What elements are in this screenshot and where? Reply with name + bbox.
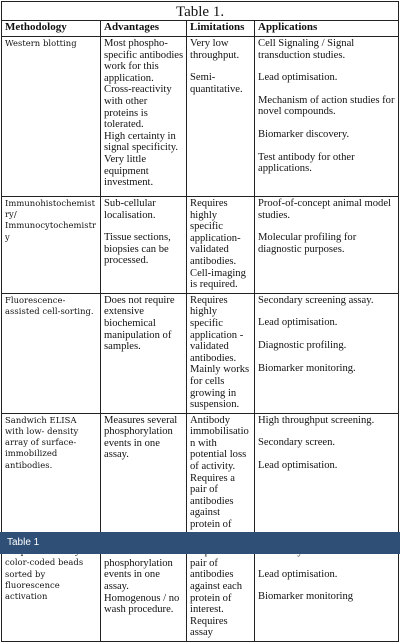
- methodology-cell: Fluorescence-assisted cell-sorting.: [2, 293, 101, 413]
- advantages-cell: [101, 197, 187, 294]
- advantages-cell: [101, 37, 187, 197]
- table-row: [2, 293, 399, 413]
- table-title-row: [2, 2, 399, 21]
- application-item: Diagnostic profiling.: [258, 339, 347, 351]
- advantage-item: phosphorylation events in one assay.: [104, 557, 173, 592]
- advantage-item: Sub-cellular localisation.: [104, 198, 156, 221]
- advantages-cell: [101, 413, 187, 545]
- applications-cell: [255, 197, 399, 294]
- advantage-item: Measures several phosphorylation events in one assay.: [104, 414, 178, 461]
- table-row: [2, 37, 399, 197]
- table-title: Table 1.: [2, 2, 399, 21]
- application-item: Biomarker discovery.: [258, 128, 350, 140]
- advantage-item: High certainty in signal specificity.: [104, 130, 179, 154]
- table-row: [2, 197, 399, 294]
- application-item: High throughput screening.: [258, 414, 375, 426]
- advantage-item: Does not require extensive biochemical manipulation of samples.: [104, 294, 175, 353]
- application-item: Biomarker monitoring.: [258, 362, 356, 374]
- limitations-cell: [187, 37, 255, 197]
- application-item: Secondary screening assay.: [258, 294, 374, 306]
- application-item: Biomarker monitoring: [258, 591, 354, 603]
- methodology-cell: Immunohistochemistry/ Immunocytochemistry: [2, 197, 101, 294]
- advantages-cell: [101, 293, 187, 413]
- limitation-item: Requires highly specific application-validated antibodies.: [190, 198, 241, 267]
- table-row: [2, 545, 399, 642]
- limitation-item: Requires a pair of antibodies against protein of: [190, 472, 236, 531]
- header-advantages: Advantages: [101, 21, 187, 37]
- limitation-item: Mainly works for cells growing in suspension.: [190, 364, 250, 411]
- application-item: Lead optimisation.: [258, 317, 338, 329]
- methodology-cell: Sandwich ELISA with low- density array of surface-immobilized antibodies.: [2, 413, 101, 545]
- limitations-cell: [187, 293, 255, 413]
- applications-cell: [255, 293, 399, 413]
- advantage-item: Tissue sections, biopsies can be processed.: [104, 232, 171, 267]
- table-header-row: [2, 21, 399, 37]
- methodology-cell: Western blotting: [2, 37, 101, 197]
- application-item: Secondary screen.: [258, 437, 336, 449]
- limitation-item: Semi-quantitative.: [190, 72, 243, 95]
- limitation-item: Cell-imaging is required.: [190, 267, 246, 291]
- limitation-item: Very low throughput.: [190, 38, 240, 61]
- limitation-item: Requires assay: [190, 615, 228, 639]
- advantage-item: Cross-reactivity with other proteins is tolerated.: [104, 84, 172, 131]
- header-applications: Applications: [255, 21, 399, 37]
- caption-text: Table 1: [7, 537, 40, 548]
- header-limitations: Limitations: [187, 21, 255, 37]
- application-item: Lead optimisation.: [258, 72, 338, 84]
- limitations-cell: [187, 413, 255, 545]
- applications-cell: [255, 545, 399, 642]
- limitation-item: Antibody immobilisation with potential loss of activity.: [190, 414, 249, 473]
- advantage-item: Homogenous / no wash procedure.: [104, 592, 180, 616]
- advantages-cell: [101, 545, 187, 642]
- application-item: Mechanism of action studies for novel compounds.: [258, 94, 395, 118]
- limitation-item: pair of antibodies against each protein of interest.: [190, 557, 243, 616]
- applications-cell: [255, 37, 399, 197]
- caption-bar: [0, 532, 400, 554]
- table-row: [2, 413, 399, 545]
- application-item: Molecular profiling for diagnostic purposes.: [258, 232, 357, 255]
- limitation-item: Requires highly specific application - validated antibodies.: [190, 294, 244, 364]
- application-item: Proof-of-concept animal model studies.: [258, 198, 391, 221]
- application-item: Cell Signaling / Signal transduction studies.: [258, 38, 355, 61]
- limitations-cell: [187, 197, 255, 294]
- application-item: Lead optimisation.: [258, 568, 338, 580]
- advantage-item: Very little equipment investment.: [104, 153, 154, 189]
- header-methodology: Methodology: [2, 21, 101, 37]
- methodology-cell: color-coded beads sorted by fluorescence activation: [2, 545, 101, 642]
- applications-cell: [255, 413, 399, 545]
- application-item: Lead optimisation.: [258, 459, 338, 471]
- limitations-cell: [187, 545, 255, 642]
- advantage-item: Most phospho-specific antibodies work for this application.: [104, 38, 184, 84]
- application-item: Test antibody for other applications.: [258, 151, 355, 175]
